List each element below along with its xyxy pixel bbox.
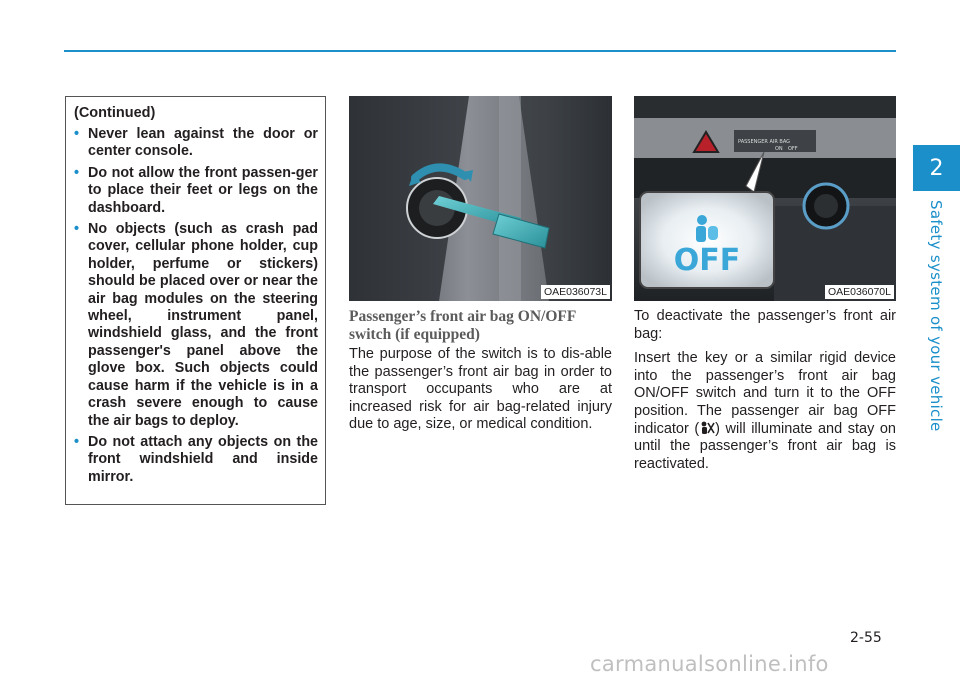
chapter-number: 2: [929, 155, 944, 181]
warning-item: • Do not allow the front passen-ger to place their feet or legs on the dashboard.: [74, 164, 318, 216]
instructions: [634, 308, 896, 480]
panel-label: PASSENGER AIR BAG: [738, 139, 791, 145]
bullet-icon: •: [74, 126, 80, 142]
instructions-step: Insert the key or a similar rigid device into the passenger’s front air bag ON/OFF switch and turn it to the OFF position. The passenger air bag OFF indicator ( ) will illuminate and stay on until the passenger’s front air bag is reactivated.: [634, 350, 896, 472]
page-number: 2-55: [850, 630, 882, 646]
airbag-indicator-illustration: [634, 96, 896, 301]
bullet-icon: •: [74, 433, 80, 450]
panel-on-label: ON: [775, 146, 783, 152]
figure-airbag-indicator: [634, 96, 896, 301]
figure-code: OAE036070L: [825, 285, 894, 299]
chapter-title: Safety system of your vehicle: [927, 200, 945, 432]
bullet-icon: •: [74, 221, 80, 238]
warning-item: • No objects (such as crash pad cover, cellular phone holder, cup holder, perfume or stickers) should be placed over or near the air bag modules on the steering wheel, instrument panel, windshield glass, and the front passenger's panel above the glove box. Such objects could cause harm if the vehicle is in a crash severe enough to cause the air bags to deploy.: [74, 221, 318, 429]
instructions-intro: To deactivate the passenger’s front air bag:: [634, 308, 896, 342]
zoom-off-text: OFF: [673, 243, 741, 278]
warning-item: • Never lean against the door or center console.: [74, 126, 318, 160]
warning-item: • Do not attach any objects on the front windshield and inside mirror.: [74, 433, 318, 485]
warning-heading: (Continued): [74, 105, 156, 121]
panel-off-label: OFF: [788, 146, 798, 152]
warning-list: [74, 126, 318, 486]
figure-code: OAE036073L: [541, 285, 610, 299]
watermark: carmanualsonline.info: [590, 652, 829, 676]
section-body: [349, 346, 612, 434]
bullet-icon: •: [74, 164, 80, 181]
figure-key-switch: [349, 96, 612, 301]
chapter-number-tab: [913, 145, 960, 191]
airbag-off-indicator-icon: [699, 421, 715, 435]
section-heading: Passenger’s front air bag ON/OFF switch (if equipped): [349, 308, 576, 343]
warning-box: [65, 96, 326, 505]
key-switch-illustration: [349, 96, 612, 301]
section-body-text: The purpose of the switch is to dis-able the passenger’s front air bag in order to transport occupants who are at increased risk for air bag-related injury due to age, size, or medical condition.: [349, 346, 612, 433]
header-rule: [64, 50, 896, 52]
